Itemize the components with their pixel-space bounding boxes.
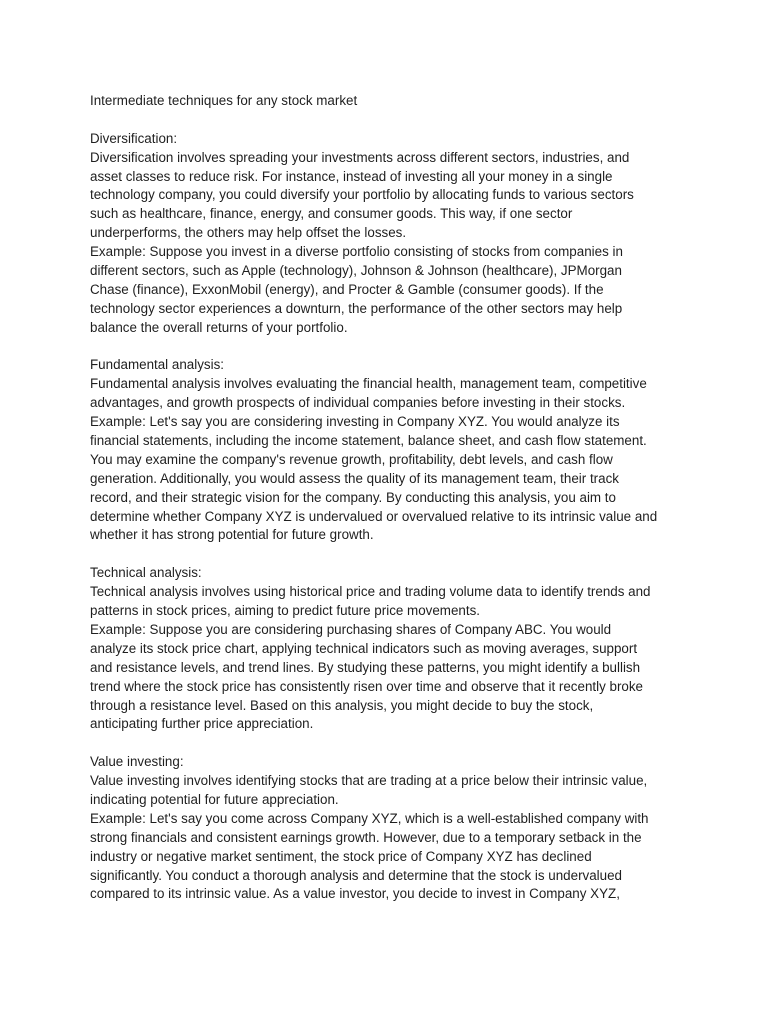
text-line: such as healthcare, finance, energy, and consumer goods. This way, if one sector (90, 206, 573, 222)
text-line: advantages, and growth prospects of individual companies before investing in their stocks. (90, 395, 626, 411)
text-line: through a resistance level. Based on this analysis, you might decide to buy the stock, (90, 697, 594, 713)
text-line: underperforms, the others may help offset the losses. (90, 225, 407, 241)
text-line: indicating potential for future appreciation. (90, 791, 339, 807)
text-line: strong financials and consistent earnings growth. However, due to a temporary setback in the (90, 829, 642, 845)
text-line: balance the overall returns of your portfolio. (90, 319, 348, 335)
text-line: anticipating further price appreciation. (90, 716, 314, 732)
text-line: Example: Let's say you are considering investing in Company XYZ. You would analyze its (90, 414, 620, 430)
paragraph-gap (90, 111, 690, 130)
text-line: generation. Additionally, you would assess the quality of its management team, their track (90, 470, 619, 486)
section-heading-technical-analysis: Technical analysis: (90, 565, 202, 581)
document-title: Intermediate techniques for any stock market (90, 93, 358, 108)
paragraph-gap (90, 734, 690, 753)
section-heading-diversification: Diversification: (90, 130, 178, 146)
text-line: Example: Suppose you are considering purchasing shares of Company ABC. You would (90, 621, 612, 637)
text-line: Technical analysis involves using historical price and trading volume data to identify trends and (90, 584, 651, 600)
text-line: trend where the stock price has consistently risen over time and observe that it recently broke (90, 678, 644, 694)
text-line: determine whether Company XYZ is undervalued or overvalued relative to its intrinsic value and (90, 508, 658, 524)
text-line: You may examine the company's revenue growth, profitability, debt levels, and cash flow (90, 451, 613, 467)
text-line: analyze its stock price chart, applying technical indicators such as moving averages, support (90, 640, 638, 656)
text-line: industry or negative market sentiment, the stock price of Company XYZ has declined (90, 848, 592, 864)
section-heading-fundamental-analysis: Fundamental analysis: (90, 357, 224, 373)
text-line: Chase (finance), ExxonMobil (energy), and Procter & Gamble (consumer goods). If the (90, 281, 604, 297)
text-line: technology sector experiences a downturn, the performance of the other sectors may help (90, 300, 623, 316)
text-line: significantly. You conduct a thorough analysis and determine that the stock is undervalued (90, 867, 622, 883)
text-line: Example: Let's say you come across Company XYZ, which is a well-established company with (90, 810, 649, 826)
text-line: Example: Suppose you invest in a diverse portfolio consisting of stocks from companies in (90, 244, 623, 260)
text-line: Fundamental analysis involves evaluating the financial health, management team, competitive (90, 376, 647, 392)
text-line: financial statements, including the income statement, balance sheet, and cash flow statement. (90, 433, 647, 449)
text-line: Diversification involves spreading your investments across different sectors, industries, and (90, 149, 630, 165)
text-line: record, and their strategic vision for the company. By conducting this analysis, you aim to (90, 489, 616, 505)
text-line: technology company, you could diversify your portfolio by allocating funds to various sectors (90, 187, 634, 203)
text-line: Value investing involves identifying stocks that are trading at a price below their intrinsic value, (90, 773, 648, 789)
text-line: compared to its intrinsic value. As a value investor, you decide to invest in Company XYZ, (90, 886, 620, 902)
paragraph-gap (90, 545, 690, 564)
document-body (90, 92, 690, 904)
text-line: and resistance levels, and trend lines. By studying these patterns, you might identify a bullish (90, 659, 641, 675)
paragraph-gap (90, 338, 690, 357)
text-line: asset classes to reduce risk. For instance, instead of investing all your money in a single (90, 168, 613, 184)
text-line: patterns in stock prices, aiming to predict future price movements. (90, 603, 480, 619)
section-heading-value-investing: Value investing: (90, 754, 184, 770)
text-line: different sectors, such as Apple (technology), Johnson & Johnson (healthcare), JPMorgan (90, 263, 622, 279)
text-line: whether it has strong potential for future growth. (90, 527, 374, 543)
